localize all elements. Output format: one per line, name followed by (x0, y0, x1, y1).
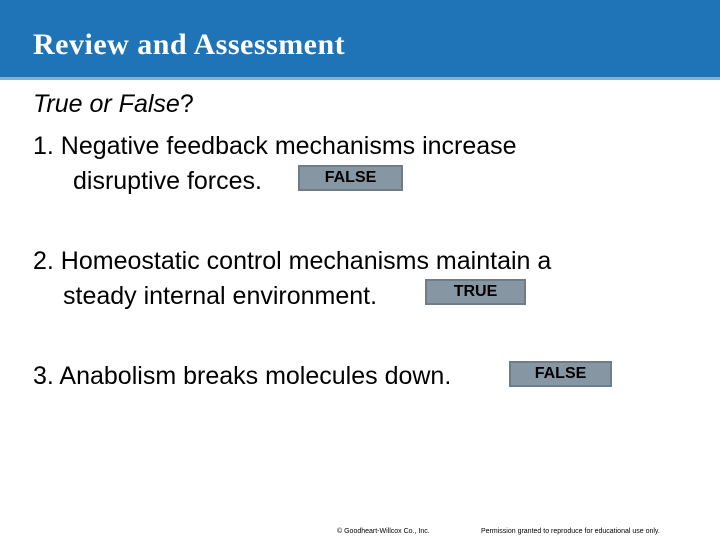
footer-permission: Permission granted to reproduce for educational use only. (481, 528, 660, 535)
intro-trailing: ? (179, 90, 194, 118)
slide-title: Review and Assessment (33, 28, 346, 61)
answer-box-3[interactable]: FALSE (509, 361, 612, 387)
question-3-line-1: 3. Anabolism breaks molecules down. (33, 362, 452, 390)
intro-text (33, 89, 194, 119)
question-2-line-2: steady internal environment. (63, 282, 378, 310)
answer-box-2[interactable]: TRUE (425, 279, 526, 305)
question-1-line-1: 1. Negative feedback mechanisms increase (33, 132, 517, 160)
answer-box-1[interactable]: FALSE (298, 165, 403, 191)
intro-italic: True or False (33, 90, 180, 118)
footer-copyright: © Goodheart-Willcox Co., Inc. (337, 528, 430, 535)
question-2-line-1: 2. Homeostatic control mechanisms maintain a (33, 247, 552, 275)
header-divider (0, 77, 720, 80)
question-1-line-2: disruptive forces. (73, 167, 262, 195)
